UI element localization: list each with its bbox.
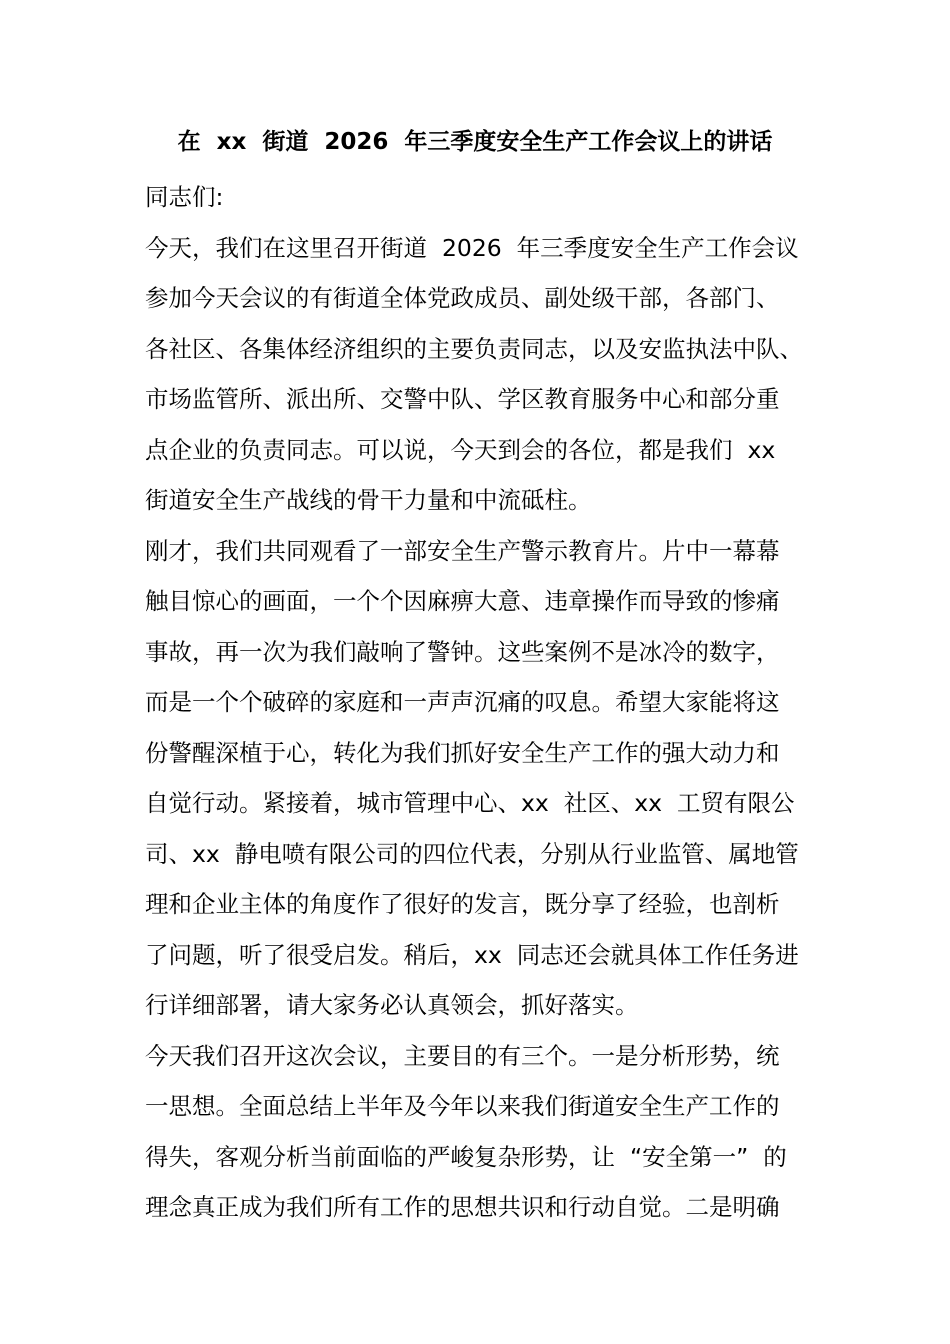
text-line: 点企业的负责同志。可以说，今天到会的各位，都是我们 xx — [145, 435, 776, 464]
text-line: 理念真正成为我们所有工作的思想共识和行动自觉。二是明确 — [145, 1193, 780, 1221]
salutation — [145, 172, 825, 223]
text-line: 一思想。全面总结上半年及今年以来我们街道安全生产工作的 — [145, 1092, 780, 1120]
document-body — [145, 172, 825, 1233]
text-line: 同志们: — [145, 183, 224, 211]
text-line: 市场监管所、派出所、交警中队、学区教育服务中心和部分重 — [145, 385, 780, 413]
text-line: 得失，客观分析当前面临的严峻复杂形势，让 “安全第一” 的 — [145, 1142, 787, 1171]
paragraph-1 — [145, 223, 825, 526]
text-line: 各社区、各集体经济组织的主要负责同志，以及安监执法中队、 — [145, 334, 803, 363]
text-line: 了问题，听了很受启发。稍后，xx 同志还会就具体工作任务进 — [145, 940, 799, 969]
paragraph-2 — [145, 526, 825, 1031]
text-line: 份警醒深植于心，转化为我们抓好安全生产工作的强大动力和 — [145, 738, 780, 767]
text-line: 街道安全生产战线的骨干力量和中流砥柱。 — [145, 486, 592, 514]
text-line: 参加今天会议的有街道全体党政成员、副处级干部，各部门、 — [145, 284, 780, 312]
text-line: 事故，再一次为我们敲响了警钟。这些案例不是冰冷的数字， — [145, 637, 780, 666]
text-line: 自觉行动。紧接着，城市管理中心、xx 社区、xx 工贸有限公 — [145, 789, 795, 817]
text-line: 今天我们召开这次会议，主要目的有三个。一是分析形势，统 — [145, 1041, 780, 1070]
document-title: 在 xx 街道 2026 年三季度安全生产工作会议上的讲话 — [177, 129, 773, 155]
text-line: 而是一个个破碎的家庭和一声声沉痛的叹息。希望大家能将这 — [145, 688, 780, 716]
text-line: 理和企业主体的角度作了很好的发言，既分享了经验，也剖析 — [145, 890, 780, 918]
text-line: 今天，我们在这里召开街道 2026 年三季度安全生产工作会议 — [145, 233, 799, 262]
text-line: 刚才，我们共同观看了一部安全生产警示教育片。片中一幕幕 — [145, 536, 780, 565]
text-line: 司、xx 静电喷有限公司的四位代表，分别从行业监管、属地管 — [145, 839, 799, 868]
text-line: 行详细部署，请大家务必认真领会，抓好落实。 — [145, 991, 639, 1019]
paragraph-3 — [145, 1031, 825, 1233]
text-line: 触目惊心的画面，一个个因麻痹大意、违章操作而导致的惨痛 — [145, 587, 780, 615]
